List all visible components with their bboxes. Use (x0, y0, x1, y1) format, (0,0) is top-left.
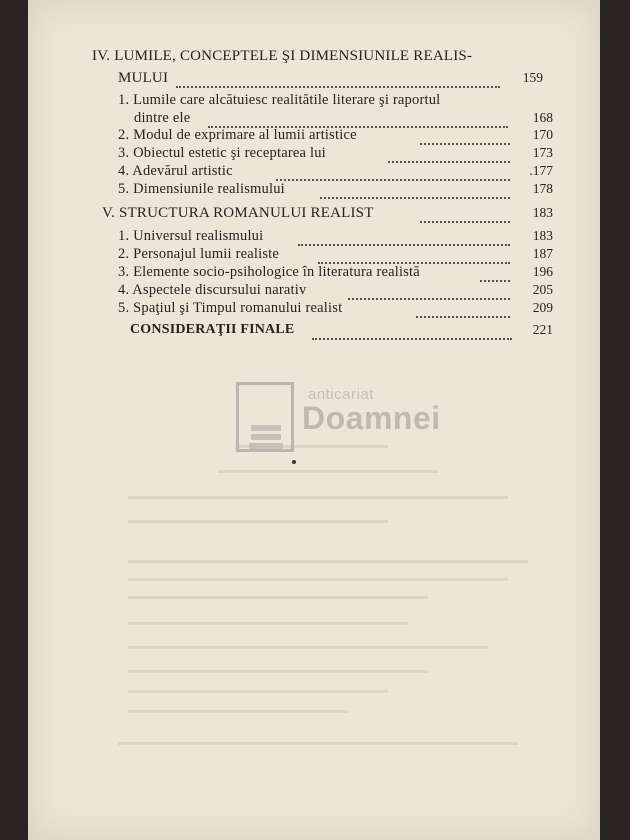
toc-entry: 5. Dimensiunile realismului (118, 181, 285, 197)
page-number: 205 (532, 282, 553, 297)
leader-dots (420, 221, 510, 223)
toc-entry: 1. Lumile care alcătuiesc realitătile literare şi raportul (118, 92, 441, 108)
leader-dots (176, 86, 500, 88)
toc-entry: 2. Modul de exprimare al lumii artistice (118, 127, 357, 143)
book-stack-icon (236, 382, 294, 452)
toc-entry: 3. Obiectul estetic şi receptarea lui (118, 145, 326, 161)
section-v-title: V. STRUCTURA ROMANULUI REALIST (102, 205, 374, 221)
leader-dots (312, 338, 512, 340)
page-number: 209 (532, 300, 553, 315)
page-number: 173 (532, 145, 553, 160)
book-page (28, 0, 600, 840)
leader-dots (416, 316, 510, 318)
leader-dots (480, 280, 510, 282)
page-number: 187 (532, 246, 553, 261)
ink-dot (292, 460, 296, 464)
toc-entry: 4. Aspectele discursului narativ (118, 282, 307, 298)
page-number: 183 (532, 205, 553, 220)
watermark (236, 382, 441, 456)
toc-entry: 4. Adevărul artistic (118, 163, 233, 179)
page-number: 159 (522, 70, 543, 85)
page-number: 221 (532, 322, 553, 337)
leader-dots (348, 298, 510, 300)
final-considerations-title: CONSIDERAŢII FINALE (130, 322, 295, 337)
section-iv-title-line2: MULUI (118, 70, 169, 86)
toc-entry: 2. Personajul lumii realiste (118, 246, 280, 262)
toc-entry: 3. Elemente socio-psihologice în literatura realistă (118, 264, 420, 280)
leader-dots (276, 179, 510, 181)
page-number: 170 (532, 127, 553, 142)
page-number: 168 (532, 110, 553, 125)
page-number: .177 (529, 163, 553, 178)
watermark-small-text: anticariat (308, 386, 374, 403)
leader-dots (388, 161, 510, 163)
toc-entry: 5. Spaţiul şi Timpul romanului realist (118, 300, 343, 316)
page-number: 178 (532, 181, 553, 196)
page-number: 183 (532, 228, 553, 243)
toc-entry: 1. Universul realismului (118, 228, 264, 244)
leader-dots (320, 197, 510, 199)
page-number: 196 (532, 264, 553, 279)
toc-entry-continuation: dintre ele (134, 110, 191, 126)
leader-dots (298, 244, 510, 246)
watermark-big-text: Doamnei (302, 400, 441, 436)
section-iv-title-line1: IV. LUMILE, CONCEPTELE ŞI DIMENSIUNILE REALIS- (92, 48, 473, 64)
leader-dots (420, 143, 510, 145)
